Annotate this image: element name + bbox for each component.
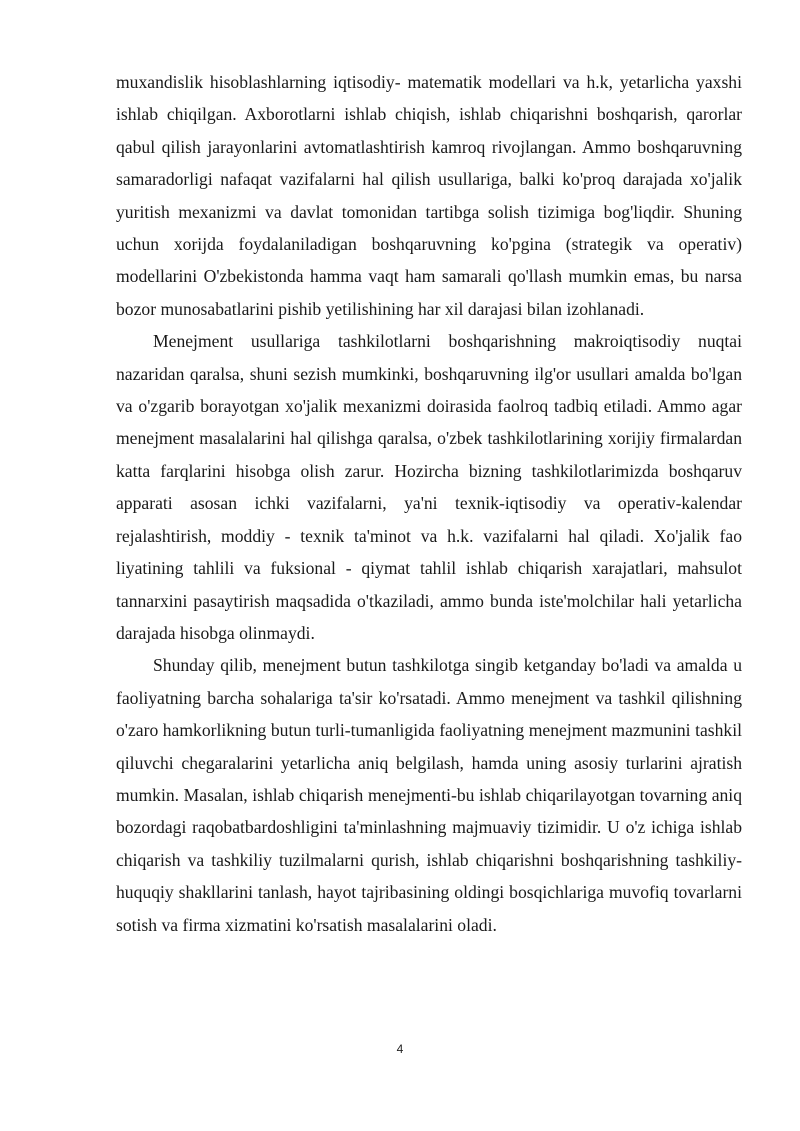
paragraph-2: Menejment usullariga tashkilotlarni boshqarishning makroiqtisodiy nuqtai nazaridan qaralsa, shuni sezish mumkinki, boshqaruvning ilg'or usullari amalda bo'lgan va o'zgarib borayotgan xo'jalik mexanizmi doirasida faolroq tadbiq etiladi. Ammo agar menejment masalalarini hal qilishga qaralsa, o'zbek tashkilotlarining xorijiy firmalardan katta farqlarini hisobga olish zarur. Hozircha bizning tashkilotlarimizda boshqaruv apparati asosan ichki vazifalarni, ya'ni texnik-iqtisodiy va operativ-kalendar rejalashtirish, moddiy - texnik ta'minot va h.k. vazifalarni hal qiladi. Xo'jalik fao liyatining tahlili va fuksional - qiymat tahlil ishlab chiqarish xarajatlari, mahsulot tannarxini pasaytirish maqsadida o'tkaziladi, ammo bunda iste'molchilar hali yetarlicha darajada hisobga olinmaydi. xyxy=(116,331,742,643)
paragraph-3: Shunday qilib, menejment butun tashkilotga singib ketganday bo'ladi va amalda u faoliyatning barcha sohalariga ta'sir ko'rsatadi. Ammo menejment va tashkil qilishning o'zaro hamkorlikning butun turli-tumanligida faoliyatning menejment mazmunini tashkil qiluvchi chegaralarini yetarlicha aniq belgilash, hamda uning asosiy turlarini ajratish mumkin. Masalan, ishlab chiqarish menejmenti-bu ishlab chiqarilayotgan tovarning aniq bozordagi raqobatbardoshligini ta'minlashning majmuaviy tizimidir. U o'z ichiga ishlab chiqarish va tashkiliy tuzilmalarni qurish, ishlab chiqarishni boshqarishning tashkiliy-huquqiy shakllarini tanlash, hayot tajribasining oldingi bosqichlariga muvofiq tovarlarni sotish va firma xizmatini ko'rsatish masalalarini oladi. xyxy=(116,655,742,935)
page-number: 4 xyxy=(396,1042,404,1056)
paragraph-1: muxandislik hisoblashlarning iqtisodiy- matematik modellari va h.k, yetarlicha yaxshi ishlab chiqilgan. Axborotlarni ishlab chiqish, ishlab chiqarishni boshqarish, qarorlar qabul qilish jarayonlarini avtomatlashtirish kamroq rivojlangan. Ammo boshqaruvning samaradorligi nafaqat vazifalarni hal qilish usullariga, balki ko'proq darajada xo'jalik yuritish mexanizmi va davlat tomonidan tartibga solish tizimiga bog'liqdir. Shuning uchun xorijda foydalaniladigan boshqaruvning ko'pgina (strategik va operativ) modellarini O'zbekistonda hamma vaqt ham samarali qo'llash mumkin emas, bu narsa bozor munosabatlarini pishib yetilishining har xil darajasi bilan izohlanadi. xyxy=(116,72,742,319)
page-body xyxy=(116,66,742,941)
